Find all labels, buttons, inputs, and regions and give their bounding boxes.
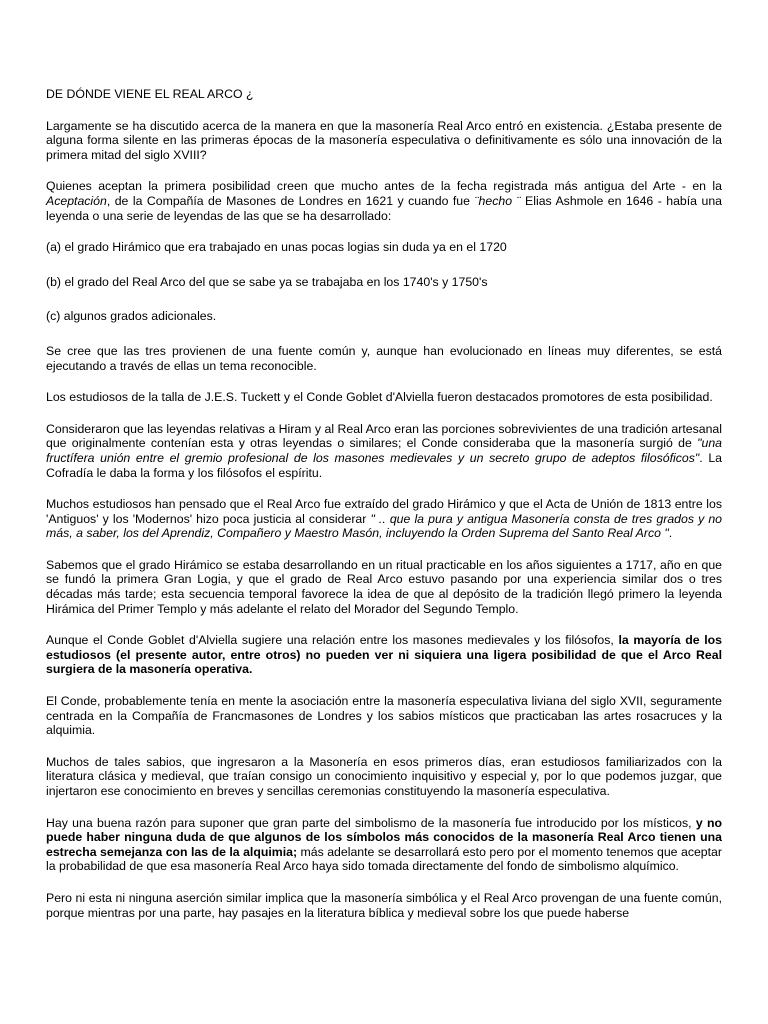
- paragraph-8-text-a: Aunque el Conde Goblet d'Alviella sugiere una relación entre los masones medievales y los filósofos,: [46, 633, 619, 648]
- paragraph-8: [46, 633, 722, 677]
- paragraph-7: Sabemos que el grado Hirámico se estaba desarrollando en un ritual practicable en los años siguientes a 1717, año en que se fundó la primera Gran Logia, y que el grado de Real Arco estuvo pasando por una experiencia similar dos o tres décadas más tarde; esta secuencia temporal favorece la idea de que al depósito de la tradición llegó primero la leyenda Hirámica del Primer Templo y más adelante el relato del Morador del Segundo Templo.: [46, 557, 722, 616]
- paragraph-11-bold-text: y no puede haber ninguna duda de que algunos de los símbolos más conocidos de la masonería Real Arco tienen una estrecha semejanza con las de la alquimia;: [46, 815, 722, 859]
- paragraph-5-text-a: Consideraron que las leyendas relativas a Hiram y al Real Arco eran las porciones sobrevivientes de una tradición artesanal que originalmente contenían esta y otras leyendas o similares; el Conde consideraba que la masonería surgió de: [46, 421, 722, 451]
- document-page: [46, 87, 722, 920]
- paragraph-6-italic-quote: " .. que la pura y antigua Masonería consta de tres grados y no más, a saber, los del Aprendiz, Compañero y Maestro Masón, incluyendo la Orden Suprema del Santo Real Arco ": [46, 511, 723, 541]
- paragraph-10: Muchos de tales sabios, que ingresaron a la Masonería en esos primeros días, eran estudiosos familiarizados con la literatura clásica y medieval, que traían consigo un conocimiento inquisitivo y especial y, por lo que podemos juzgar, que injertaron ese conocimiento en breves y sencillas ceremonias constituyendo la masonería especulativa.: [46, 754, 722, 798]
- paragraph-8-bold-text: la mayoría de los estudiosos (el presente autor, entre otros) no pueden ver ni siquiera una ligera posibilidad de que el Arco Real surgiera de la masonería operativa.: [46, 633, 722, 677]
- paragraph-2: [46, 179, 722, 223]
- paragraph-2-text-e: Elias Ashmole en 1646 - había una leyenda o una serie de leyendas de las que se ha desarrollado:: [46, 193, 722, 223]
- paragraph-2-italic-hecho: ¨hecho ¨: [474, 193, 521, 208]
- paragraph-12: Pero ni esta ni ninguna aserción similar implica que la masonería simbólica y el Real Arco provengan de una fuente común, porque mientras por una parte, hay pasajes en la literatura bíblica y medieval sobre los que puede haberse: [46, 890, 722, 920]
- paragraph-6: [46, 497, 722, 541]
- paragraph-5: [46, 422, 722, 480]
- paragraph-9: El Conde, probablemente tenía en mente la asociación entre la masonería especulativa liviana del siglo XVII, seguramente centrada en la Compañía de Francmasones de Londres y los sabios místicos que practicaban las artes rosacruces y la alquimia.: [46, 694, 722, 738]
- paragraph-5-text-c: . La Cofradía le daba la forma y los filósofos el espíritu.: [46, 450, 722, 480]
- paragraph-6-text-a: Muchos estudiosos han pensado que el Real Arco fue extraído del grado Hirámico y que el Acta de Unión de 1813 entre los 'Antiguos' y los 'Modernos' hizo poca justicia al considerar: [46, 497, 722, 526]
- paragraph-11: [46, 816, 722, 874]
- paragraph-3: Se cree que las tres provienen de una fuente común y, aunque han evolucionado en líneas muy diferentes, se está ejecutando a través de ellas un tema reconocible.: [46, 343, 722, 373]
- paragraph-4: Los estudiosos de la talla de J.E.S. Tuckett y el Conde Goblet d'Alviella fueron destacados promotores de esta posibilidad.: [46, 390, 713, 405]
- paragraph-11-text-c: más adelante se desarrollará esto pero por el momento tenemos que aceptar la probabilidad de que esa masonería Real Arco haya sido tomada directamente del fondo de simbolismo alquímico.: [46, 844, 722, 874]
- paragraph-5-italic-quote: "una fructífera unión entre el gremio profesional de los masones medievales y un secreto grupo de adeptos filosóficos": [46, 436, 722, 465]
- list-item-b: (b) el grado del Real Arco del que se sabe ya se trabajaba en los 1740's y 1750's: [46, 274, 488, 289]
- paragraph-6-text-c: .: [668, 526, 673, 541]
- paragraph-2-text-a: Quienes aceptan la primera posibilidad creen que mucho antes de la fecha registrada más antigua del Arte - en la: [46, 179, 722, 194]
- paragraph-2-text-c: , de la Compañía de Masones de Londres en 1621 y cuando fue: [106, 193, 475, 208]
- list-item-a: (a) el grado Hirámico que era trabajado en unas pocas logias sin duda ya en el 1720: [46, 240, 507, 255]
- paragraph-1: Largamente se ha discutido acerca de la manera en que la masonería Real Arco entró en existencia. ¿Estaba presente de alguna forma silente en las primeras épocas de la masonería especulativa o definitivamente es sólo una innovación de la primera mitad del siglo XVIII?: [46, 118, 722, 162]
- paragraph-2-italic-aceptacion: Aceptación: [46, 193, 107, 208]
- paragraph-11-text-a: Hay una buena razón para suponer que gran parte del simbolismo de la masonería fue introducido por los místicos,: [46, 815, 696, 830]
- list-item-c: (c) algunos grados adicionales.: [46, 309, 217, 324]
- document-title: DE DÓNDE VIENE EL REAL ARCO ¿: [46, 87, 254, 101]
